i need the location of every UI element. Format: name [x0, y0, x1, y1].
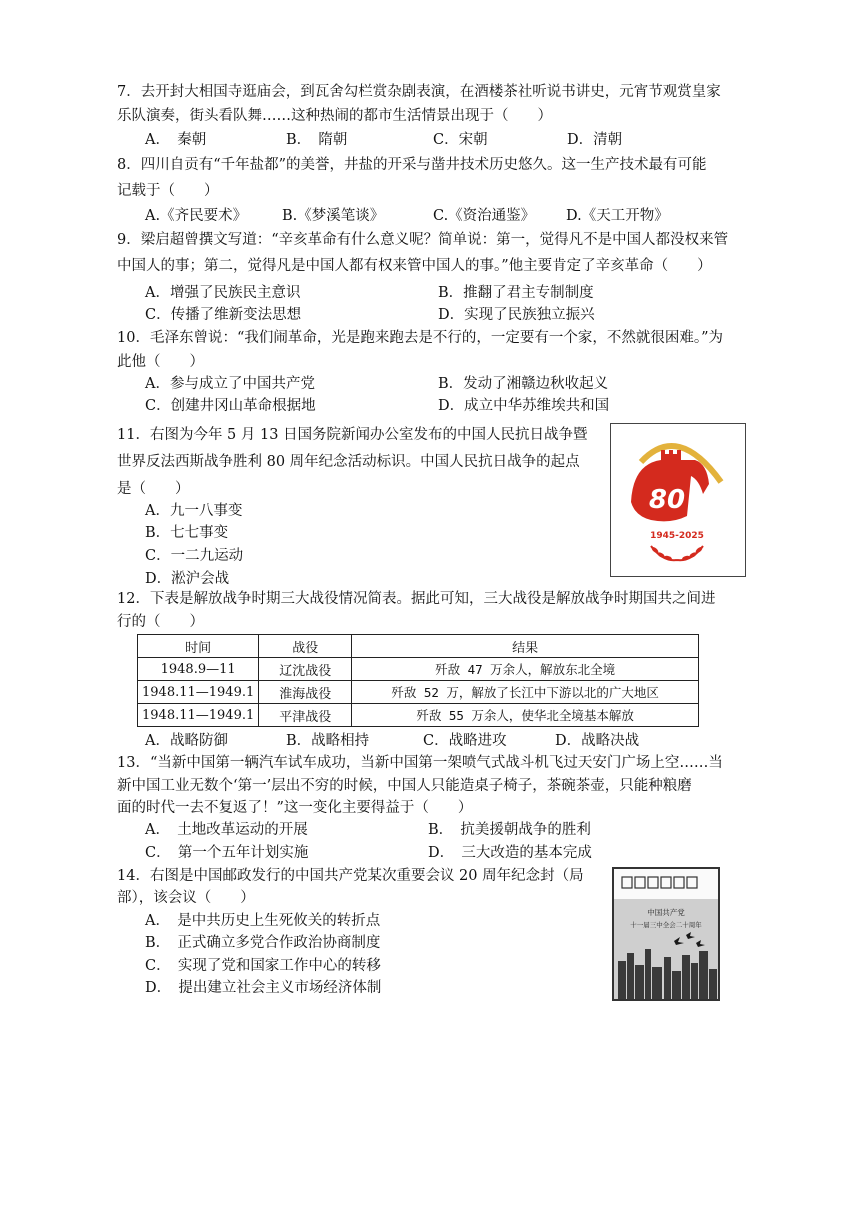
cell-time: 1948.11—1949.1 [138, 681, 259, 704]
q13-option-d[interactable]: D． 三大改造的基本完成 [428, 845, 592, 861]
q7-option-b[interactable]: B． 隋朝 [286, 132, 348, 148]
q8-option-a[interactable]: A.《齐民要术》 [145, 208, 248, 224]
q13-stem-line2: 新中国工业无数个‘第一’层出不穷的时候，中国人只能造桌子椅子，茶碗茶壶，只能种粮磨 [117, 778, 692, 794]
q7-stem-line1: 7．去开封大相国寺逛庙会，到瓦舍勾栏赏杂剧表演，在酒楼茶社听说书讲史，元宵节观赏皇家 [117, 84, 721, 100]
q11-option-b[interactable]: B．七七事变 [145, 525, 229, 541]
cell-result: 歼敌 55 万余人，使华北全境基本解放 [352, 704, 699, 727]
q13-stem-line1: 13．“当新中国第一辆汽车试车成功，当新中国第一架喷气式战斗机飞过天安门广场上空……当 [117, 755, 723, 771]
q10-option-c[interactable]: C．创建井冈山革命根据地 [145, 398, 316, 414]
anniversary-logo-figure [610, 423, 746, 577]
table-row [138, 681, 699, 704]
q9-option-b[interactable]: B．推翻了君主专制制度 [438, 285, 594, 301]
q14-option-a[interactable]: A． 是中共历史上生死攸关的转折点 [145, 913, 381, 929]
logo-number: 80 [648, 485, 686, 515]
q11-option-c[interactable]: C．一二九运动 [145, 548, 244, 564]
q12-stem-line2: 行的（ ） [117, 614, 204, 630]
header-result: 结果 [352, 635, 699, 658]
cell-result: 歼敌 52 万，解放了长江中下游以北的广大地区 [352, 681, 699, 704]
q11-option-d[interactable]: D．淞沪会战 [145, 571, 230, 587]
header-battle: 战役 [259, 635, 352, 658]
q8-option-c[interactable]: C.《资治通鉴》 [433, 208, 536, 224]
logo-years: 1945-2025 [650, 531, 704, 541]
q13-option-a[interactable]: A． 土地改革运动的开展 [145, 822, 308, 838]
q14-option-d[interactable]: D． 提出建立社会主义市场经济体制 [145, 980, 382, 996]
cell-result: 歼敌 47 万余人，解放东北全境 [352, 658, 699, 681]
q10-option-d[interactable]: D．成立中华苏维埃共和国 [438, 398, 610, 414]
q10-stem-line1: 10．毛泽东曾说：“我们闹革命，光是跑来跑去是不行的，一定要有一个家，不然就很困难。”为 [117, 330, 724, 346]
q13-stem-line3: 面的时代一去不复返了！”这一变化主要得益于（ ） [117, 800, 473, 816]
commemorative-cover-figure [612, 867, 720, 1001]
postcode-boxes [622, 877, 697, 888]
q13-option-b[interactable]: B． 抗美援朝战争的胜利 [428, 822, 591, 838]
cell-time: 1948.9—11 [138, 658, 259, 681]
table-header-row [138, 635, 699, 658]
cell-battle: 淮海战役 [259, 681, 352, 704]
q9-option-a[interactable]: A．增强了民族民主意识 [145, 285, 301, 301]
q14-option-b[interactable]: B． 正式确立多党合作政治协商制度 [145, 935, 381, 951]
q8-stem-line2: 记载于（ ） [117, 183, 219, 199]
table-row [138, 658, 699, 681]
cell-battle: 平津战役 [259, 704, 352, 727]
q12-option-a[interactable]: A．战略防御 [145, 733, 228, 749]
header-time: 时间 [138, 635, 259, 658]
q10-option-b[interactable]: B．发动了湘赣边秋收起义 [438, 376, 609, 392]
q9-option-c[interactable]: C．传播了维新变法思想 [145, 307, 302, 323]
q9-stem-line1: 9．梁启超曾撰文写道：“辛亥革命有什么意义呢？简单说：第一，觉得凡不是中国人都没权来管 [117, 232, 729, 248]
q9-stem-line2: 中国人的事；第二，觉得凡是中国人都有权来管中国人的事。”他主要肯定了辛亥革命（ ） [117, 258, 712, 274]
q12-stem-line1: 12．下表是解放战争时期三大战役情况简表。据此可知，三大战役是解放战争时期国共之间进 [117, 591, 716, 607]
cell-battle: 辽沈战役 [259, 658, 352, 681]
q11-option-a[interactable]: A．九一八事变 [145, 503, 243, 519]
q7-stem-line2: 乐队演奏，街头看队舞……这种热闹的都市生活情景出现于（ ） [117, 108, 552, 124]
cover-title-line2: 十一届三中全会二十周年 [630, 921, 702, 929]
q13-option-c[interactable]: C． 第一个五年计划实施 [145, 845, 309, 861]
q12-option-c[interactable]: C．战略进攻 [423, 733, 507, 749]
q14-option-c[interactable]: C． 实现了党和国家工作中心的转移 [145, 958, 381, 974]
q7-option-c[interactable]: C．宋朝 [433, 132, 488, 148]
q8-stem-line1: 8．四川自贡有“千年盐都”的美誉，井盐的开采与凿井技术历史悠久。这一生产技术最有可能 [117, 157, 707, 173]
q10-option-a[interactable]: A．参与成立了中国共产党 [145, 376, 315, 392]
cell-time: 1948.11—1949.1 [138, 704, 259, 727]
battles-table [137, 634, 699, 727]
table-row [138, 704, 699, 727]
q7-option-a[interactable]: A． 秦朝 [145, 132, 207, 148]
anniversary-logo-graphic [611, 424, 745, 576]
q14-stem-line1: 14．右图是中国邮政发行的中国共产党某次重要会议 20 周年纪念封（局 [117, 868, 584, 884]
cover-title-line1: 中国共产党 [647, 908, 685, 917]
q9-option-d[interactable]: D．实现了民族独立振兴 [438, 307, 595, 323]
commemorative-cover-graphic [614, 869, 718, 999]
q11-stem-line3: 是（ ） [117, 481, 190, 497]
q10-stem-line2: 此他（ ） [117, 354, 204, 370]
q12-option-b[interactable]: B．战略相持 [286, 733, 370, 749]
q12-option-d[interactable]: D．战略决战 [555, 733, 640, 749]
q8-option-d[interactable]: D.《天工开物》 [566, 208, 669, 224]
q8-option-b[interactable]: B.《梦溪笔谈》 [282, 208, 385, 224]
q11-stem-line1: 11．右图为今年 5 月 13 日国务院新闻办公室发布的中国人民抗日战争暨 [117, 427, 588, 443]
q14-stem-line2: 部），该会议（ ） [117, 890, 255, 906]
q7-option-d[interactable]: D．清朝 [567, 132, 623, 148]
q11-stem-line2: 世界反法西斯战争胜利 80 周年纪念活动标识。中国人民抗日战争的起点 [117, 454, 580, 470]
